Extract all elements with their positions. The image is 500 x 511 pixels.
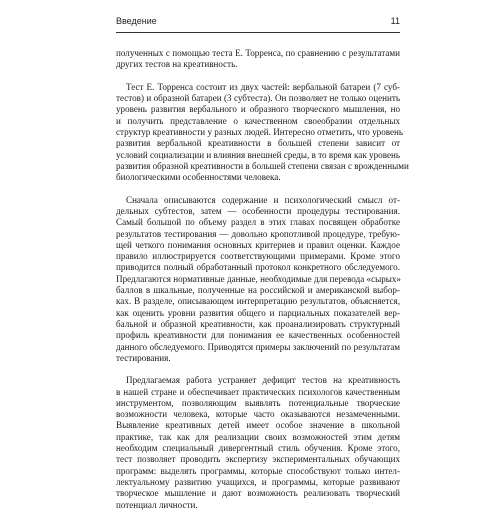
text-line: дельных субтестов, затем — особенности процедуры тестирования. xyxy=(116,205,400,216)
text-line: возможности человека, которые часто оказываются незамеченными. xyxy=(116,409,400,420)
text-line: биологическими особенностями человека. xyxy=(116,172,281,183)
text-line: бальной и образной креативности, как проанализировать структурный xyxy=(116,318,400,329)
text-line: результатов тестирования — довольно кропотливой процедуре, требую- xyxy=(116,228,400,239)
paragraph xyxy=(116,48,400,71)
text-line: условий социализации и влияния внешней среды, в то время как уровень xyxy=(116,149,400,160)
paragraph xyxy=(116,195,400,364)
section-title: Введение xyxy=(116,16,157,26)
text-line: тест позволяет проводить экспертизу экспериментальных обучающих xyxy=(116,454,400,465)
text-line: необходим специальный дивергентный стиль обучения. Кроме этого, xyxy=(116,443,400,454)
text-line: Предлагаются нормативные данные, необходимые для перевода «сырых» xyxy=(116,273,401,284)
text-line: потенциал личности. xyxy=(116,499,198,510)
page-number: 11 xyxy=(390,16,400,26)
paragraph xyxy=(116,375,400,511)
text-line: программ: выделять программы, которые способствуют только интел- xyxy=(116,465,400,476)
text-line: баллов в шкальные, полученные на российской и американской выбор- xyxy=(116,285,400,296)
text-line: других тестов на креативность. xyxy=(116,59,238,70)
text-line: творческое мышление и дают возможность реализовать творческий xyxy=(116,488,400,499)
text-line: Тест Е. Торренса состоит из двух частей: вербальной батареи (7 суб- xyxy=(126,81,400,92)
text-line: щей четкого понимания основных критериев и правил оценки. Каждое xyxy=(116,239,400,250)
text-line: тестов) и образной батареи (3 субтеста). Он позволяет не только оценить xyxy=(116,93,400,104)
text-line: Выявление креативных детей имеет особое значение в школьной xyxy=(116,420,400,431)
text-line: Сначала описываются содержание и психологический смысл от- xyxy=(126,194,400,205)
paragraph xyxy=(116,81,409,184)
text-line: Самый большой по объему раздел в этих главах посвящен обработке xyxy=(116,217,400,228)
text-line: развития вербальной креативности в большей степени зависит от xyxy=(116,138,400,149)
text-line: лектуальному развитию учащихся, и программы, которые развивают xyxy=(116,476,400,487)
text-line: приводится полный обработанный протокол конкретного обследуемого. xyxy=(116,262,400,273)
running-header xyxy=(116,16,400,33)
text-line: инструментом, позволяющим выявлять потенциальные творческие xyxy=(116,397,400,408)
text-line: практике, так как для реализации своих возможностей этим детям xyxy=(116,431,400,442)
text-line: и получить представление о качественном своеобразии отдельных xyxy=(116,115,400,126)
text-line: уровень развития вербального и образного творческого мышления, но xyxy=(116,104,400,115)
text-line: структур креативности у разных людей. Интересно отметить, что уровень xyxy=(116,126,404,137)
text-line: Предлагаемая работа устраняет дефицит тестов на креативность xyxy=(126,375,400,386)
text-line: развития образной креативности в большей степени связан с врожденными xyxy=(116,160,409,171)
body-text xyxy=(116,48,409,511)
text-line: в нашей стране и обеспечивает практических психологов качественным xyxy=(116,386,400,397)
text-line: полученных с помощью теста Е. Торренса, по сравнению с результатами xyxy=(116,48,400,58)
text-line: профиль креативности для понимания ее качественных особенностей xyxy=(116,330,400,341)
text-line: как оценить уровни развития общего и парциальных показателей вер- xyxy=(116,307,400,318)
text-line: ках. В разделе, описывающем интерпретацию результатов, объясняется, xyxy=(116,296,400,307)
text-line: правило иллюстрируется соответствующими примерами. Кроме этого xyxy=(116,251,400,262)
text-line: тестирования. xyxy=(116,352,171,363)
text-line: данного обследуемого. Приводятся примеры заключений по результатам xyxy=(116,341,400,352)
